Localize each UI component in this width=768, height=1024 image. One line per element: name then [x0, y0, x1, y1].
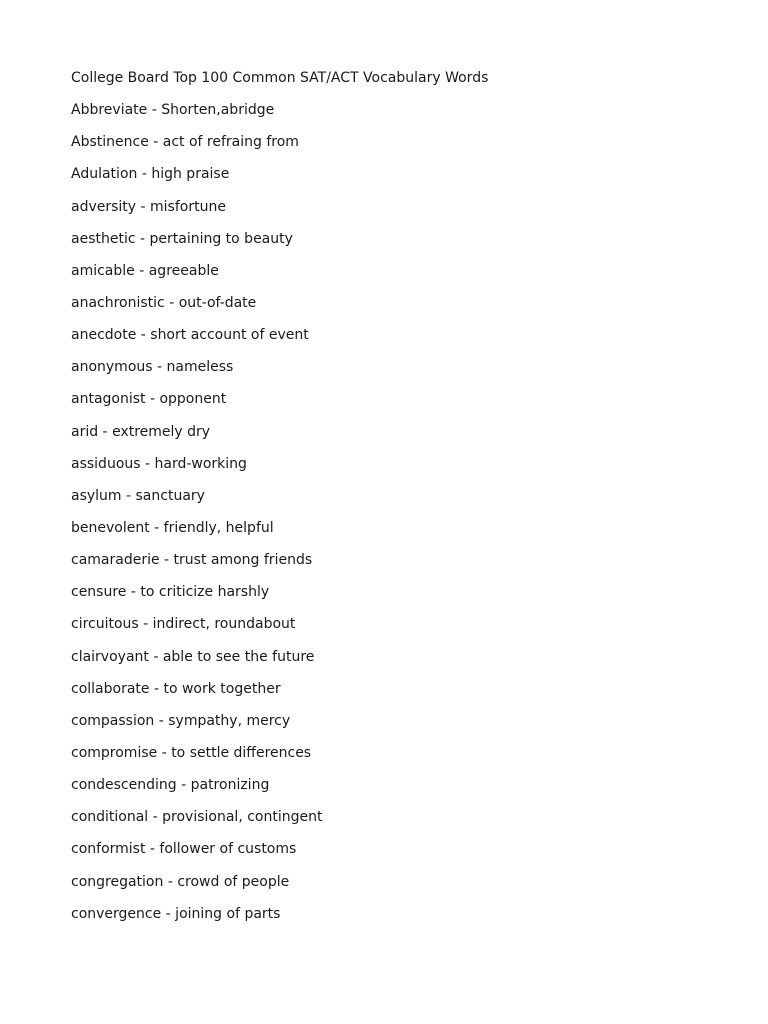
- list-item: antagonist - opponent: [71, 391, 227, 408]
- list-item: asylum - sanctuary: [71, 487, 205, 504]
- list-item: clairvoyant - able to see the future: [71, 648, 315, 665]
- list-item: camaraderie - trust among friends: [71, 552, 313, 569]
- list-item: adversity - misfortune: [71, 198, 226, 215]
- list-item: conformist - follower of customs: [71, 841, 297, 858]
- list-item: benevolent - friendly, helpful: [71, 519, 274, 536]
- list-item: convergence - joining of parts: [71, 905, 281, 922]
- list-item: compassion - sympathy, mercy: [71, 712, 291, 729]
- list-item: circuitous - indirect, roundabout: [71, 616, 296, 633]
- list-item: compromise - to settle differences: [71, 744, 312, 761]
- list-item: conditional - provisional, contingent: [71, 809, 323, 826]
- list-item: congregation - crowd of people: [71, 873, 290, 890]
- list-item: Abstinence - act of refraing from: [71, 134, 299, 151]
- list-item: arid - extremely dry: [71, 423, 211, 440]
- list-item: condescending - patronizing: [71, 777, 270, 794]
- document-title: College Board Top 100 Common SAT/ACT Vocabulary Words: [71, 70, 489, 86]
- list-item: amicable - agreeable: [71, 262, 219, 279]
- list-item: assiduous - hard-working: [71, 455, 247, 472]
- list-item: collaborate - to work together: [71, 680, 281, 697]
- vocabulary-list: [71, 68, 488, 936]
- list-item: anonymous - nameless: [71, 359, 234, 376]
- list-item: censure - to criticize harshly: [71, 584, 270, 601]
- list-item: Adulation - high praise: [71, 166, 230, 183]
- list-item: Abbreviate - Shorten,abridge: [71, 102, 275, 119]
- list-item: aesthetic - pertaining to beauty: [71, 230, 293, 247]
- list-item: anachronistic - out-of-date: [71, 294, 257, 311]
- list-item: anecdote - short account of event: [71, 327, 309, 344]
